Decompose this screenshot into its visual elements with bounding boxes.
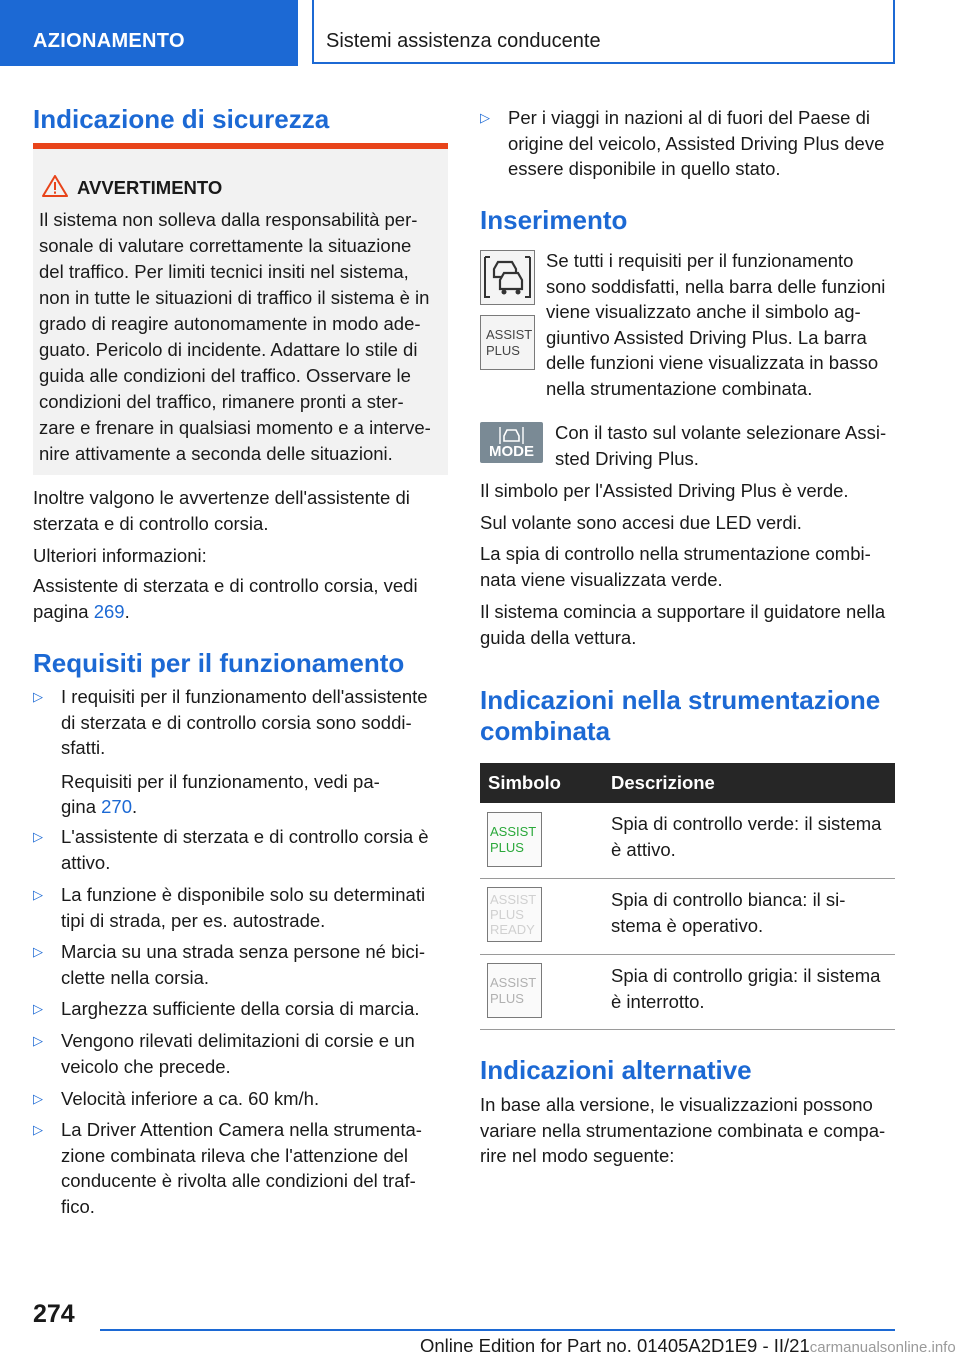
bullet-triangle-icon: ▷	[33, 887, 43, 902]
bullet-triangle-icon: ▷	[33, 944, 43, 959]
bullet-triangle-icon: ▷	[33, 1091, 43, 1106]
paragraph-reference: Assistente di sterzata e di controllo corsia, vedi pagina 269.	[33, 575, 418, 622]
chapter-title: Sistemi assistenza conducente	[312, 0, 895, 64]
table-row	[480, 955, 895, 1030]
table-row	[480, 803, 895, 879]
table-row	[480, 879, 895, 955]
bullet-triangle-icon: ▷	[33, 1033, 43, 1048]
column-header-symbol: Simbolo	[488, 772, 561, 793]
bullet-triangle-icon: ▷	[33, 829, 43, 844]
paragraph-led: Sul volante sono accesi due LED verdi.	[480, 512, 802, 533]
paragraph-support: Il sistema comincia a supportare il guidatore nella guida della vettura.	[480, 601, 886, 648]
assist-plus-grey-icon: ASSIST PLUS	[487, 963, 542, 1018]
mode-button-icon: MODE	[480, 422, 543, 463]
page-link-269[interactable]: 269	[93, 600, 125, 622]
safety-heading: Indicazione di sicurezza	[33, 104, 330, 134]
requirements-heading: Requisiti per il funzionamento	[33, 648, 405, 678]
paragraph-warnings: Inoltre valgono le avvertenze dell'assistente di sterzata e di controllo corsia.	[33, 487, 410, 534]
warning-text: Il sistema non solleva dalla responsabilità per- sonale di valutare correttamente la situazione del traffico. Per limiti tecnici insiti nel sistema, non in tutte le situazioni di traffico il sistema è in grado di reagire autonomamente in modo ade- guato. Pericolo di incidente. Adattare lo stile di guida alle condizioni del traffico. Osservare le condizioni del traffico, rimanere pronti a ster- zare e frenare in qualsiasi momento e a interve- nire attivamente a seconda delle situazioni.	[39, 209, 431, 464]
assist-plus-ready-icon: ASSIST PLUS READY	[487, 887, 542, 942]
activation-text: Se tutti i requisiti per il funzionamento sono soddisfatti, nella barra delle funzioni viene visualizzato anche il simbolo ag- giuntivo Assisted Driving Plus. La barra delle funzioni viene visualizzata in basso nella strumentazione combinata.	[546, 250, 886, 399]
page-header	[0, 0, 960, 66]
page-number: 274	[33, 1300, 75, 1328]
mode-text: Con il tasto sul volante selezionare Assi- sted Driving Plus.	[555, 422, 887, 469]
assist-plus-icon: ASSIST PLUS	[480, 315, 535, 370]
warning-box	[33, 143, 448, 475]
alternative-heading: Indicazioni alternative	[480, 1055, 752, 1085]
footer-divider	[100, 1329, 895, 1331]
cluster-heading: Indicazioni nella strumentazione combinata	[480, 685, 881, 746]
bullet-triangle-icon: ▷	[33, 1122, 43, 1137]
bullet-triangle-icon: ▷	[33, 1001, 43, 1016]
row-description: Spia di controllo verde: il sistema è attivo.	[611, 813, 882, 860]
column-header-description: Descrizione	[611, 772, 715, 793]
paragraph-more-info: Ulteriori informazioni:	[33, 545, 207, 566]
row-description: Spia di controllo grigia: il sistema è interrotto.	[611, 965, 881, 1012]
warning-label: AVVERTIMENTO	[77, 177, 223, 198]
assist-plus-green-icon: ASSIST PLUS	[487, 812, 542, 867]
paragraph-green: Il simbolo per l'Assisted Driving Plus è verde.	[480, 480, 849, 501]
alternative-text: In base alla versione, le visualizzazioni possono variare nella strumentazione combinata e compa- rire nel modo seguente:	[480, 1094, 886, 1166]
paragraph-indicator: La spia di controllo nella strumentazione combi- nata viene visualizzata verde.	[480, 543, 871, 590]
table-header	[480, 763, 895, 803]
page-link-270[interactable]: 270	[101, 796, 132, 817]
section-tab[interactable]: AZIONAMENTO	[0, 0, 298, 66]
assist-cars-icon	[480, 250, 535, 305]
activation-heading: Inserimento	[480, 205, 628, 235]
bullet-triangle-icon: ▷	[480, 110, 490, 125]
edition-note: Online Edition for Part no. 01405A2D1E9 - II/21carmanualsonline.info	[420, 1335, 956, 1356]
warning-triangle-icon	[42, 175, 68, 202]
watermark: carmanualsonline.info	[809, 1339, 956, 1356]
row-description: Spia di controllo bianca: il si- stema è operativo.	[611, 889, 846, 936]
bullet-triangle-icon: ▷	[33, 689, 43, 704]
